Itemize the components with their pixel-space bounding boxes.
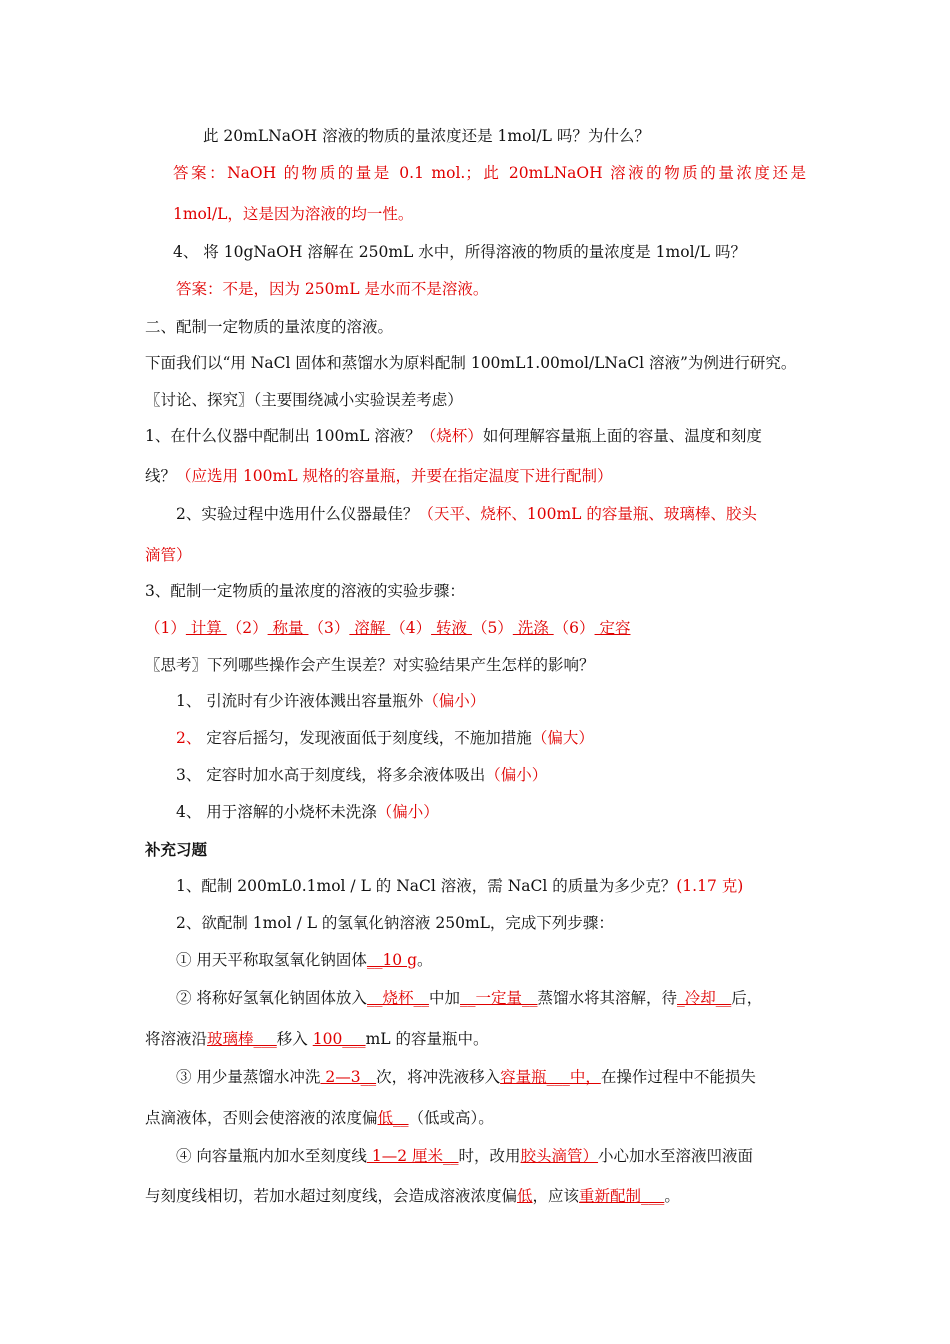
section-heading: 二、配制一定物质的量浓度的溶液。 — [145, 318, 394, 336]
discussion-q2: 2、实验过程中选用什么仪器最佳？（天平、烧杯、100mL 的容量瓶、玻璃棒、胶头 — [176, 505, 757, 523]
discussion-q2-cont: 滴管） — [145, 546, 192, 564]
exercise-1: 1、配制 200mL0.1mol / L 的 NaCl 溶液，需 NaCl 的质量为多少克？(1.17 克) — [176, 877, 744, 895]
answer-4: 答案：不是，因为 250mL 是水而不是溶液。 — [176, 280, 489, 298]
steps-heading: 3、配制一定物质的量浓度的溶液的实验步骤： — [145, 582, 465, 600]
think-item-4: 4、 用于溶解的小烧杯未洗涤（偏小） — [176, 803, 439, 821]
question-4: 4、 将 10gNaOH 溶解在 250mL 水中，所得溶液的物质的量浓度是 1mol/L 吗？ — [173, 243, 746, 261]
question-line: 此 20mLNaOH 溶液的物质的量浓度还是 1mol/L 吗？为什么？ — [203, 127, 650, 145]
exercise-2-step-1: ① 用天平称取氢氧化钠固体__10 g。 — [176, 951, 433, 969]
think-heading: 〖思考〗下列哪些操作会产生误差？对实验结果产生怎样的影响？ — [145, 656, 595, 674]
exercise-2-step-2-cont: 将溶液沿玻璃棒___移入 100___mL 的容量瓶中。 — [145, 1030, 489, 1048]
exercise-2-step-3-cont: 点滴液体，否则会使溶液的浓度偏低__（低或高）。 — [145, 1109, 494, 1127]
exercise-2-step-4-cont: 与刻度线相切，若加水超过刻度线，会造成溶液浓度偏低，应该重新配制___。 — [145, 1187, 680, 1205]
think-item-3: 3、 定容时加水高于刻度线，将多余液体吸出（偏小） — [176, 766, 548, 784]
steps-line: （1） 计算 （2） 称量 （3） 溶解 （4） 转液 （5） 洗涤 （6） 定容 — [145, 619, 631, 637]
think-item-2: 2、 定容后摇匀，发现液面低于刻度线，不施加措施（偏大） — [176, 729, 594, 747]
supplement-heading: 补充习题 — [145, 841, 208, 859]
exercise-2-step-3: ③ 用少量蒸馏水冲洗 2—3__次，将冲洗液移入容量瓶___中，在操作过程中不能损失 — [176, 1068, 756, 1086]
discussion-q1: 1、在什么仪器中配制出 100mL 溶液？（烧杯）如何理解容量瓶上面的容量、温度和刻度 — [145, 427, 762, 445]
exercise-2: 2、欲配制 1mol / L 的氢氧化钠溶液 250mL，完成下列步骤： — [176, 914, 614, 932]
intro-line: 下面我们以“用 NaCl 固体和蒸馏水为原料配制 100mL1.00mol/LNaCl 溶液”为例进行研究。 — [145, 354, 797, 372]
discussion-heading: 〖讨论、探究〗（主要围绕减小实验误差考虑） — [145, 391, 463, 409]
discussion-q1-cont: 线？（应选用 100mL 规格的容量瓶，并要在指定温度下进行配制） — [145, 467, 613, 485]
exercise-2-step-4: ④ 向容量瓶内加水至刻度线 1—2 厘米__时，改用胶头滴管）小心加水至溶液凹液面 — [176, 1147, 754, 1165]
answer-line-cont: 1mol/L，这是因为溶液的均一性。 — [173, 205, 414, 223]
answer-line: 答案：NaOH 的物质的量是 0.1 mol.；此 20mLNaOH 溶液的物质的量浓度还是 — [173, 164, 806, 182]
think-item-1: 1、 引流时有少许液体溅出容量瓶外（偏小） — [176, 692, 486, 710]
exercise-2-step-2: ② 将称好氢氧化钠固体放入__烧杯__中加__一定量__蒸馏水将其溶解，待_冷却__后， — [176, 989, 763, 1007]
